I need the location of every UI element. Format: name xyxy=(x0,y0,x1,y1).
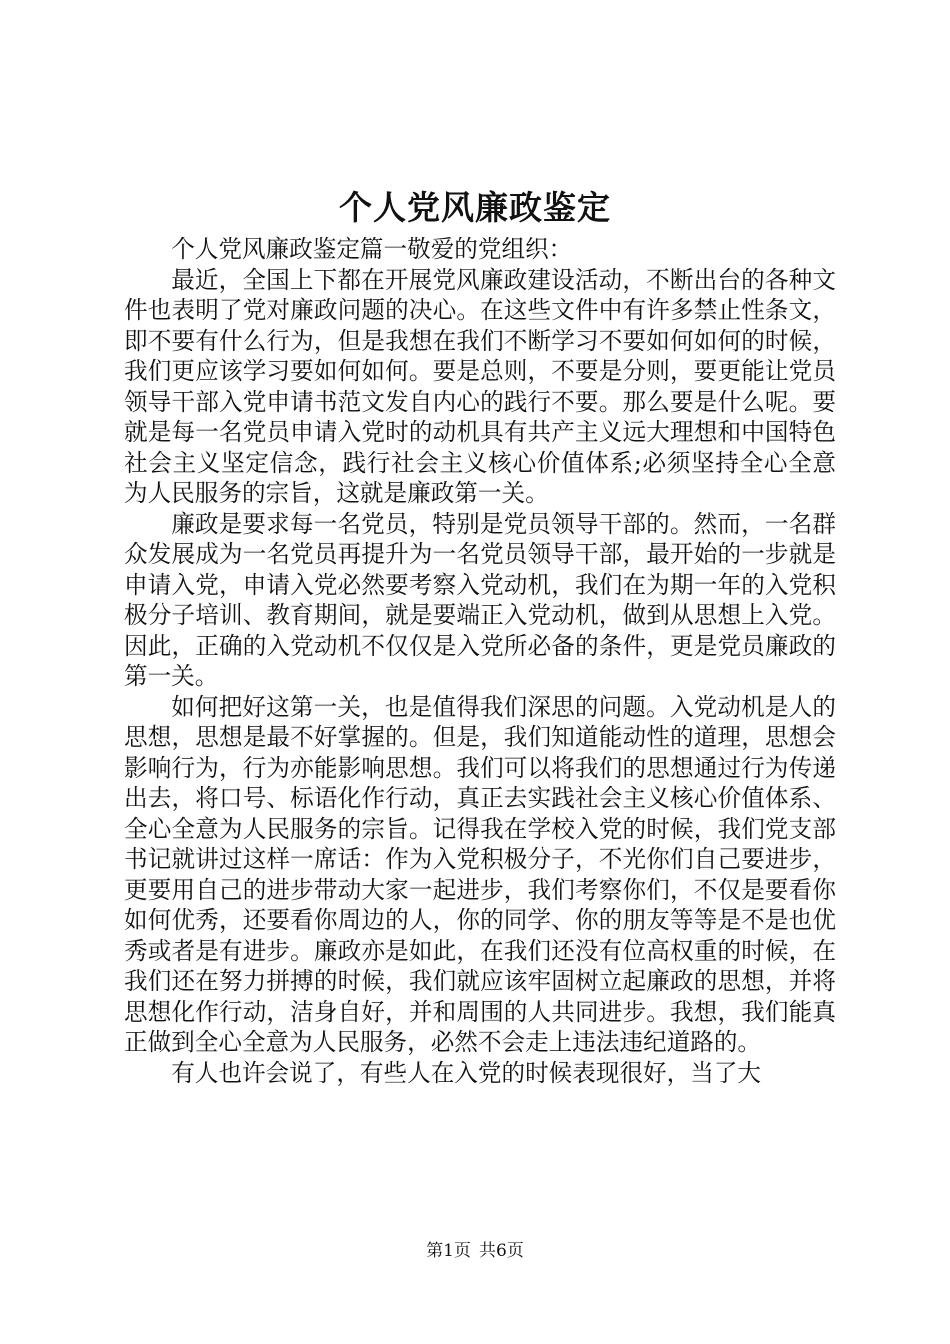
paragraph: 最近，全国上下都在开展党风廉政建设活动，不断出台的各种文件也表明了党对廉政问题的决心。在这些文件中有许多禁止性条文，即不要有什么行为，但是我想在我们不断学习不要如何如何的时候，我们更应该学习要如何如何。要是总则，不要是分则，要更能让党员领导干部入党申请书范文发自内心的践行不要。那么要是什么呢。要就是每一名党员申请入党时的动机具有共产主义远大理想和中国特色社会主义坚定信念，践行社会主义核心价值体系;必须坚持全心全意为人民服务的宗旨，这就是廉政第一关。 xyxy=(124,265,836,507)
paragraph: 廉政是要求每一名党员，特别是党员领导干部的。然而，一名群众发展成为一名党员再提升为一名党员领导干部，最开始的一步就是申请入党，申请入党必然要考察入党动机，我们在为期一年的入党积极分子培训、教育期间，就是要端正入党动机，做到从思想上入党。因此，正确的入党动机不仅仅是入党所必备的条件，更是党员廉政的第一关。 xyxy=(124,509,836,690)
paragraph: 个人党风廉政鉴定篇一敬爱的党组织： xyxy=(171,235,573,263)
paragraph: 有人也许会说了，有些人在入党的时候表现很好，当了大 xyxy=(171,1058,762,1087)
total-pages: 共6页 xyxy=(479,1241,524,1261)
page-number: 第1页 xyxy=(426,1241,471,1261)
page-footer xyxy=(0,1239,950,1263)
document-body xyxy=(124,234,836,1088)
document-title: 个人党风廉政鉴定 xyxy=(339,188,611,227)
paragraph: 如何把好这第一关，也是值得我们深思的问题。入党动机是人的思想，思想是最不好掌握的。但是，我们知道能动性的道理，思想会影响行为，行为亦能影响思想。我们可以将我们的思想通过行为传递出去，将口号、标语化作行动，真正去实践社会主义核心价值体系、全心全意为人民服务的宗旨。记得我在学校入党的时候，我们党支部书记就讲过这样一席话：作为入党积极分子，不光你们自己要进步，更要用自己的进步带动大家一起进步，我们考察你们，不仅是要看你如何优秀，还要看你周边的人，你的同学、你的朋友等等是不是也优秀或者是有进步。廉政亦是如此，在我们还没有位高权重的时候，在我们还在努力拼搏的时候，我们就应该牢固树立起廉政的思想，并将思想化作行动，洁身自好，并和周围的人共同进步。我想，我们能真正做到全心全意为人民服务，必然不会走上违法违纪道路的。 xyxy=(124,692,836,1056)
